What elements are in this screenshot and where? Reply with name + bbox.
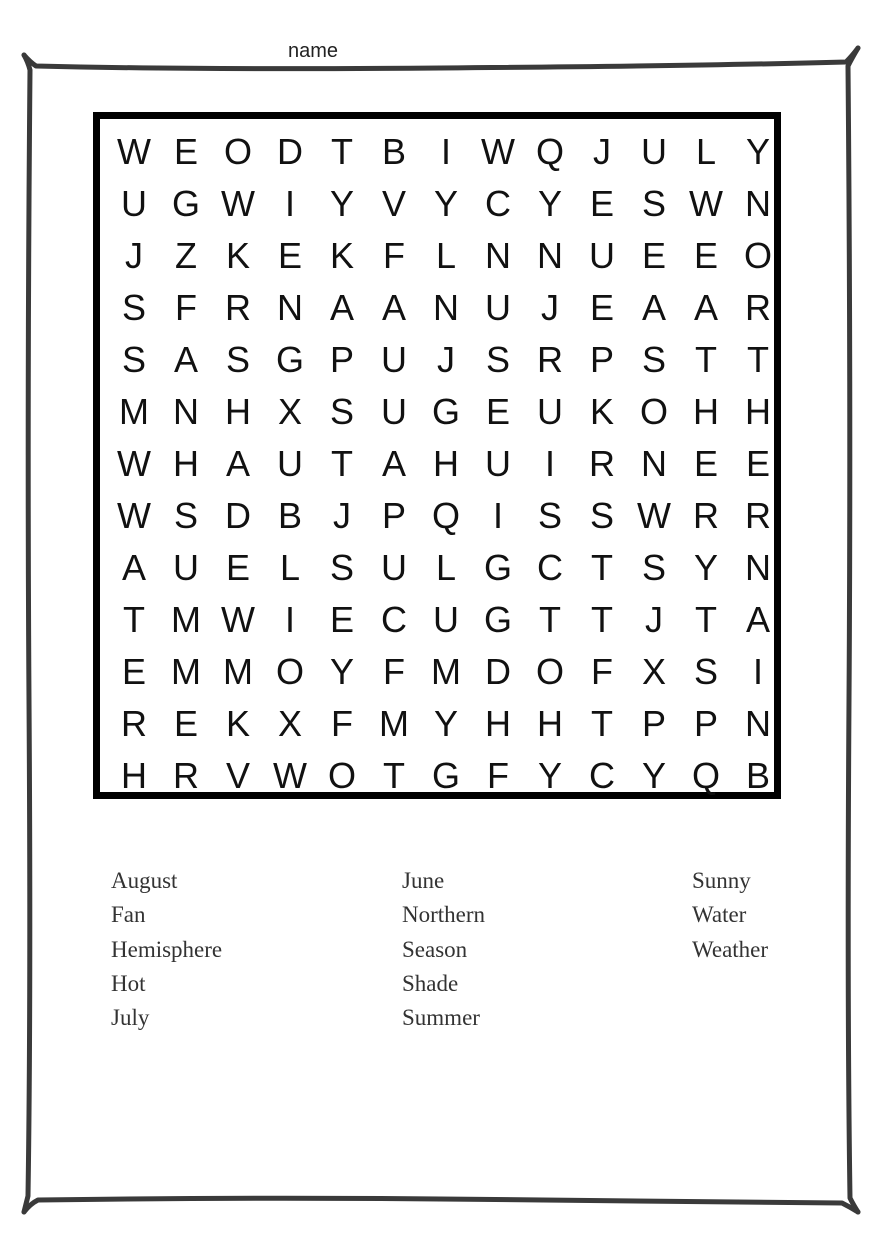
grid-cell: H [745, 391, 771, 432]
grid-cell: P [589, 339, 614, 380]
grid-cell: E [485, 391, 510, 432]
grid-cell: G [431, 391, 460, 432]
grid-cell: U [485, 287, 511, 328]
grid-cell: X [277, 703, 302, 744]
grid-cell: E [589, 183, 614, 224]
grid-cell: K [225, 235, 250, 276]
word-list-item: Northern [402, 902, 486, 928]
word-list-item: July [111, 1005, 150, 1031]
grid-cell: S [173, 495, 198, 536]
grid-cell: K [329, 235, 354, 276]
grid-cell: T [539, 599, 561, 640]
grid-cell: Y [693, 547, 718, 588]
grid-cell: P [329, 339, 354, 380]
grid-cell: S [329, 391, 354, 432]
grid-cell: H [693, 391, 719, 432]
word-search-grid-frame [93, 112, 781, 799]
grid-cell: K [225, 703, 250, 744]
grid-cell: O [275, 651, 304, 692]
grid-cell: Y [329, 651, 354, 692]
grid-cell: W [117, 495, 151, 536]
grid-cell: M [379, 703, 409, 744]
grid-cell: J [593, 131, 611, 172]
grid-cell: M [223, 651, 253, 692]
grid-cell: V [381, 183, 406, 224]
word-list-item: June [402, 868, 445, 893]
grid-cell: A [121, 547, 146, 588]
grid-cell: Y [537, 755, 562, 796]
grid-cell: R [589, 443, 615, 484]
grid-cell: W [481, 131, 515, 172]
grid-cell: T [331, 443, 353, 484]
grid-cell: P [693, 703, 718, 744]
word-list-item: Hemisphere [111, 936, 223, 962]
grid-cell: C [537, 547, 563, 588]
grid-cell: T [591, 599, 613, 640]
grid-cell: H [173, 443, 199, 484]
grid-cell: T [747, 339, 769, 380]
grid-cell: M [119, 391, 149, 432]
grid-cell: H [225, 391, 251, 432]
grid-cell: A [381, 287, 406, 328]
grid-cell: E [589, 287, 614, 328]
grid-cell: F [331, 703, 353, 744]
grid-cell: S [641, 339, 666, 380]
grid-cell: B [745, 755, 770, 796]
grid-cell: U [381, 547, 407, 588]
grid-cell: J [437, 339, 455, 380]
grid-cell: O [743, 235, 772, 276]
grid-cell: A [693, 287, 718, 328]
grid-cell: R [745, 287, 771, 328]
grid-cell: U [121, 183, 147, 224]
grid-cell: N [745, 183, 771, 224]
word-list-item: August [111, 868, 178, 893]
grid-cell: T [695, 339, 717, 380]
grid-cell: N [277, 287, 303, 328]
grid-cell: Y [433, 183, 458, 224]
grid-cell: W [221, 599, 255, 640]
word-list-item: Summer [402, 1005, 480, 1031]
grid-cell: H [485, 703, 511, 744]
grid-cell: Y [745, 131, 770, 172]
grid-cell: P [381, 495, 406, 536]
grid-cell: A [745, 599, 770, 640]
grid-cell: Y [537, 183, 562, 224]
name-label: name [288, 40, 339, 62]
grid-cell: M [431, 651, 461, 692]
grid-cell: R [173, 755, 199, 796]
grid-cell: U [173, 547, 199, 588]
grid-cell: S [641, 547, 666, 588]
grid-cell: S [121, 287, 146, 328]
grid-cell: A [173, 339, 198, 380]
grid-cell: K [589, 391, 614, 432]
grid-cell: G [483, 599, 512, 640]
grid-cell: I [284, 599, 295, 640]
grid-cell: E [641, 235, 666, 276]
grid-cell: N [485, 235, 511, 276]
grid-cell: N [537, 235, 563, 276]
grid-cell: U [277, 443, 303, 484]
grid-cell: G [171, 183, 200, 224]
grid-cell: E [745, 443, 770, 484]
grid-cell: D [225, 495, 251, 536]
word-list-item: Weather [692, 936, 769, 962]
grid-cell: G [275, 339, 304, 380]
grid-cell: X [277, 391, 302, 432]
grid-cell: T [383, 755, 405, 796]
grid-cell: C [589, 755, 615, 796]
grid-cell: G [483, 547, 512, 588]
grid-cell: T [695, 599, 717, 640]
word-list-column-2 [402, 866, 485, 1037]
grid-cell: L [279, 547, 301, 588]
grid-cell: O [223, 131, 252, 172]
grid-cell: U [485, 443, 511, 484]
grid-cell: Y [641, 755, 666, 796]
grid-cell: O [327, 755, 356, 796]
grid-cell: N [745, 703, 771, 744]
grid-cell: J [645, 599, 663, 640]
grid-cell: S [485, 339, 510, 380]
grid-cell: U [537, 391, 563, 432]
grid-cell: S [589, 495, 614, 536]
grid-cell: I [284, 183, 295, 224]
grid-cell: Y [329, 183, 354, 224]
grid-cell: J [541, 287, 559, 328]
grid-cell: A [225, 443, 250, 484]
word-list-item: Hot [111, 970, 146, 996]
grid-cell: T [331, 131, 353, 172]
grid-cell: W [637, 495, 671, 536]
grid-cell: O [639, 391, 668, 432]
grid-cell: E [277, 235, 302, 276]
grid-cell: J [125, 235, 143, 276]
grid-cell: L [435, 235, 457, 276]
grid-cell: B [277, 495, 302, 536]
word-list-item: Season [402, 936, 468, 962]
grid-cell: I [544, 443, 555, 484]
grid-cell: Q [535, 131, 564, 172]
grid-cell: U [433, 599, 459, 640]
grid-cell: W [117, 131, 151, 172]
grid-cell: W [221, 183, 255, 224]
grid-cell: I [752, 651, 763, 692]
grid-cell: D [277, 131, 303, 172]
grid-cell: T [591, 703, 613, 744]
grid-cell: S [225, 339, 250, 380]
grid-cell: A [381, 443, 406, 484]
grid-cell: L [435, 547, 457, 588]
grid-cell: T [591, 547, 613, 588]
grid-cell: N [641, 443, 667, 484]
grid-cell: U [589, 235, 615, 276]
grid-cell: D [485, 651, 511, 692]
grid-cell: S [641, 183, 666, 224]
grid-cell: E [173, 131, 198, 172]
grid-cell: U [381, 339, 407, 380]
grid-cell: N [433, 287, 459, 328]
grid-cell: Y [433, 703, 458, 744]
grid-cell: F [383, 651, 405, 692]
grid-cell: F [487, 755, 509, 796]
grid-cell: H [433, 443, 459, 484]
grid-cell: F [175, 287, 197, 328]
grid-cell: I [492, 495, 503, 536]
grid-cell: Q [431, 495, 460, 536]
word-list-column-1 [111, 866, 222, 1037]
grid-cell: R [693, 495, 719, 536]
grid-cell: P [641, 703, 666, 744]
grid-cell: S [121, 339, 146, 380]
grid-cell: Q [691, 755, 720, 796]
grid-cell: H [537, 703, 563, 744]
grid-cell: C [485, 183, 511, 224]
word-list-item: Shade [402, 970, 459, 996]
word-list-item: Sunny [692, 868, 751, 893]
grid-cell: A [641, 287, 666, 328]
grid-cell: L [695, 131, 717, 172]
grid-cell: E [329, 599, 354, 640]
grid-cell: Z [175, 235, 197, 276]
grid-cell: B [381, 131, 406, 172]
grid-cell: F [591, 651, 613, 692]
grid-cell: G [431, 755, 460, 796]
grid-cell: I [440, 131, 451, 172]
word-list-item: Water [692, 902, 747, 928]
grid-cell: H [121, 755, 147, 796]
grid-cell: X [641, 651, 666, 692]
grid-cell: R [537, 339, 563, 380]
grid-cell: U [641, 131, 667, 172]
grid-cell: M [171, 651, 201, 692]
word-search-grid [108, 126, 784, 802]
grid-cell: S [537, 495, 562, 536]
grid-cell: W [117, 443, 151, 484]
grid-cell: E [121, 651, 146, 692]
grid-cell: R [225, 287, 251, 328]
grid-cell: F [383, 235, 405, 276]
grid-cell: C [381, 599, 407, 640]
grid-cell: N [173, 391, 199, 432]
grid-cell: R [745, 495, 771, 536]
grid-cell: S [693, 651, 718, 692]
grid-cell: T [123, 599, 145, 640]
grid-cell: W [273, 755, 307, 796]
grid-cell: O [535, 651, 564, 692]
grid-cell: V [225, 755, 250, 796]
grid-cell: R [121, 703, 147, 744]
grid-cell: E [693, 235, 718, 276]
grid-cell: M [171, 599, 201, 640]
word-list-column-3 [692, 866, 768, 969]
word-list-item: Fan [111, 902, 146, 928]
grid-cell: U [381, 391, 407, 432]
grid-cell: E [693, 443, 718, 484]
grid-cell: E [173, 703, 198, 744]
grid-cell: S [329, 547, 354, 588]
grid-cell: W [689, 183, 723, 224]
grid-cell: N [745, 547, 771, 588]
grid-cell: A [329, 287, 354, 328]
grid-cell: E [225, 547, 250, 588]
grid-cell: J [333, 495, 351, 536]
